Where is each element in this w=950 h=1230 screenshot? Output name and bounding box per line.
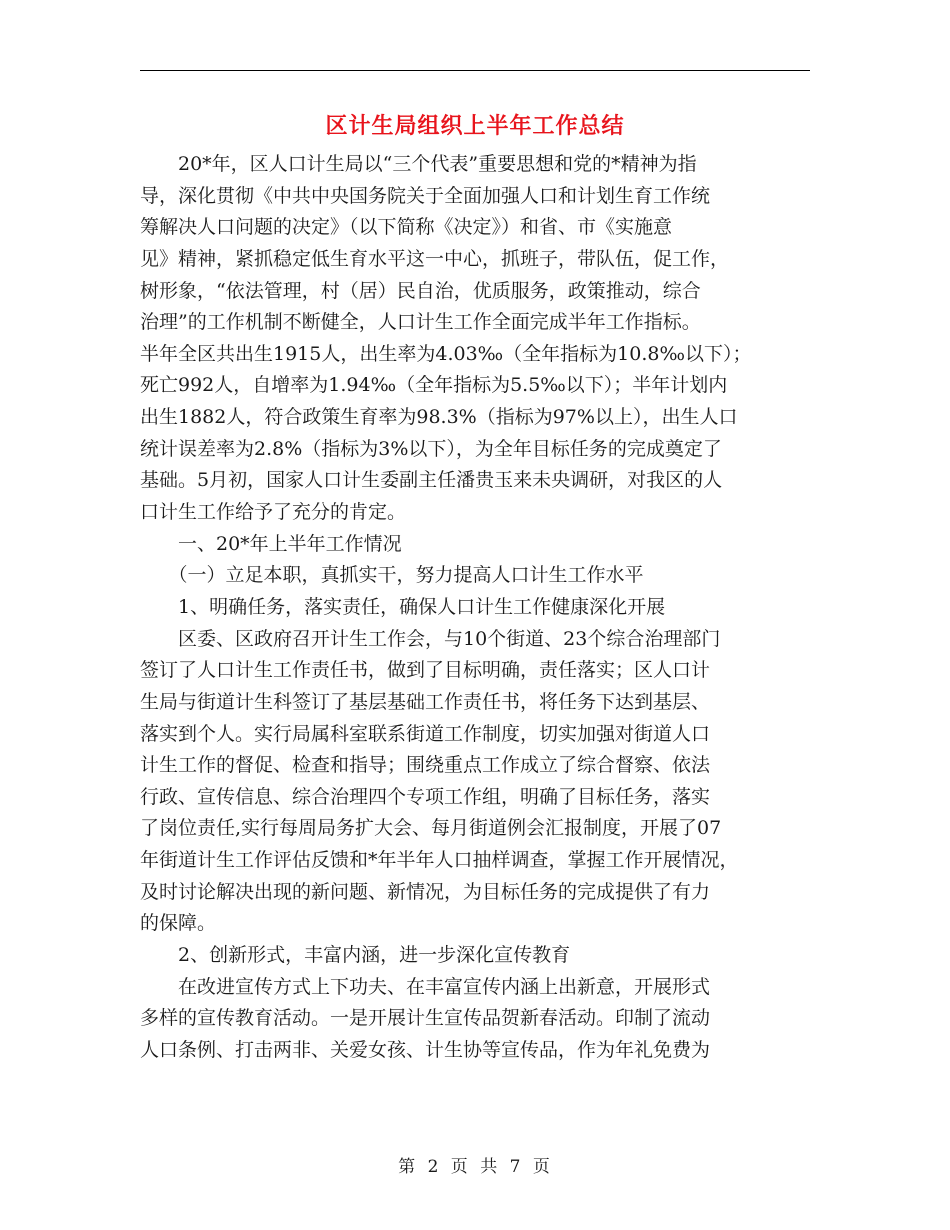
body-line: 人口条例、打击两非、关爱女孩、计生协等宣传品，作为年礼免费为 <box>140 1038 711 1061</box>
body-line: 出生1882人，符合政策生育率为98.3%（指标为97%以上），出生人口 <box>140 406 738 429</box>
body-line: 见》精神，紧抓稳定低生育水平这一中心，抓班子，带队伍，促工作， <box>140 247 730 270</box>
document-body <box>140 149 810 1067</box>
body-line: 导，深化贯彻《中共中央国务院关于全面加强人口和计划生育工作统 <box>140 184 711 207</box>
body-line: 多样的宣传教育活动。一是开展计生宣传品贺新春活动。印制了流动 <box>140 1007 711 1030</box>
body-line: 区委、区政府召开计生工作会，与10个街道、23个综合治理部门 <box>140 627 721 650</box>
body-line: 的保障。 <box>140 912 217 935</box>
body-line: 年街道计生工作评估反馈和*年半年人口抽样调查，掌握工作开展情况， <box>140 849 739 872</box>
body-line: 行政、宣传信息、综合治理四个专项工作组，明确了目标任务，落实 <box>140 785 711 808</box>
body-line: 治理”的工作机制不断健全，人口计生工作全面完成半年工作指标。 <box>140 311 701 334</box>
section-heading: 一、20*年上半年工作情况 <box>140 532 402 555</box>
header-rule <box>140 70 810 71</box>
body-line: 计生工作的督促、检查和指导；围绕重点工作成立了综合督察、依法 <box>140 754 711 777</box>
body-line: 在改进宣传方式上下功夫、在丰富宣传内涵上出新意，开展形式 <box>140 975 711 998</box>
item-heading: 1、明确任务，落实责任，确保人口计生工作健康深化开展 <box>140 595 666 618</box>
body-line: 基础。5月初，国家人口计生委副主任潘贵玉来未央调研，对我区的人 <box>140 469 723 492</box>
subsection-heading: （一）立足本职，真抓实干，努力提高人口计生工作水平 <box>140 564 644 587</box>
body-line: 筹解决人口问题的决定》（以下简称《决定》）和省、市《实施意 <box>140 216 673 239</box>
body-line: 树形象，“依法管理，村（居）民自治，优质服务，政策推动，综合 <box>140 279 701 302</box>
body-line: 半年全区共出生1915人，出生率为4.03‰（全年指标为10.8‰以下）； <box>140 342 752 365</box>
body-line: 统计误差率为2.8%（指标为3%以下），为全年目标任务的完成奠定了 <box>140 437 722 460</box>
body-line: 死亡992人，自增率为1.94‰（全年指标为5.5‰以下）；半年计划内 <box>140 374 728 397</box>
body-line: 落实到个人。实行局属科室联系街道工作制度，切实加强对街道人口 <box>140 722 711 745</box>
page-number-footer: 第 2 页 共 7 页 <box>398 1157 552 1177</box>
body-line: 生局与街道计生科签订了基层基础工作责任书，将任务下达到基层、 <box>140 690 711 713</box>
document-title: 区计生局组织上半年工作总结 <box>325 113 625 139</box>
body-line: 口计生工作给予了充分的肯定。 <box>140 501 407 524</box>
body-line: 及时讨论解决出现的新问题、新情况，为目标任务的完成提供了有力 <box>140 880 711 903</box>
item-heading: 2、创新形式，丰富内涵，进一步深化宣传教育 <box>140 944 571 967</box>
body-line: 了岗位责任,实行每周局务扩大会、每月街道例会汇报制度，开展了07 <box>140 817 722 840</box>
body-line: 签订了人口计生工作责任书，做到了目标明确，责任落实；区人口计 <box>140 659 711 682</box>
body-line: 20*年，区人口计生局以“三个代表”重要思想和党的*精神为指 <box>140 153 697 175</box>
